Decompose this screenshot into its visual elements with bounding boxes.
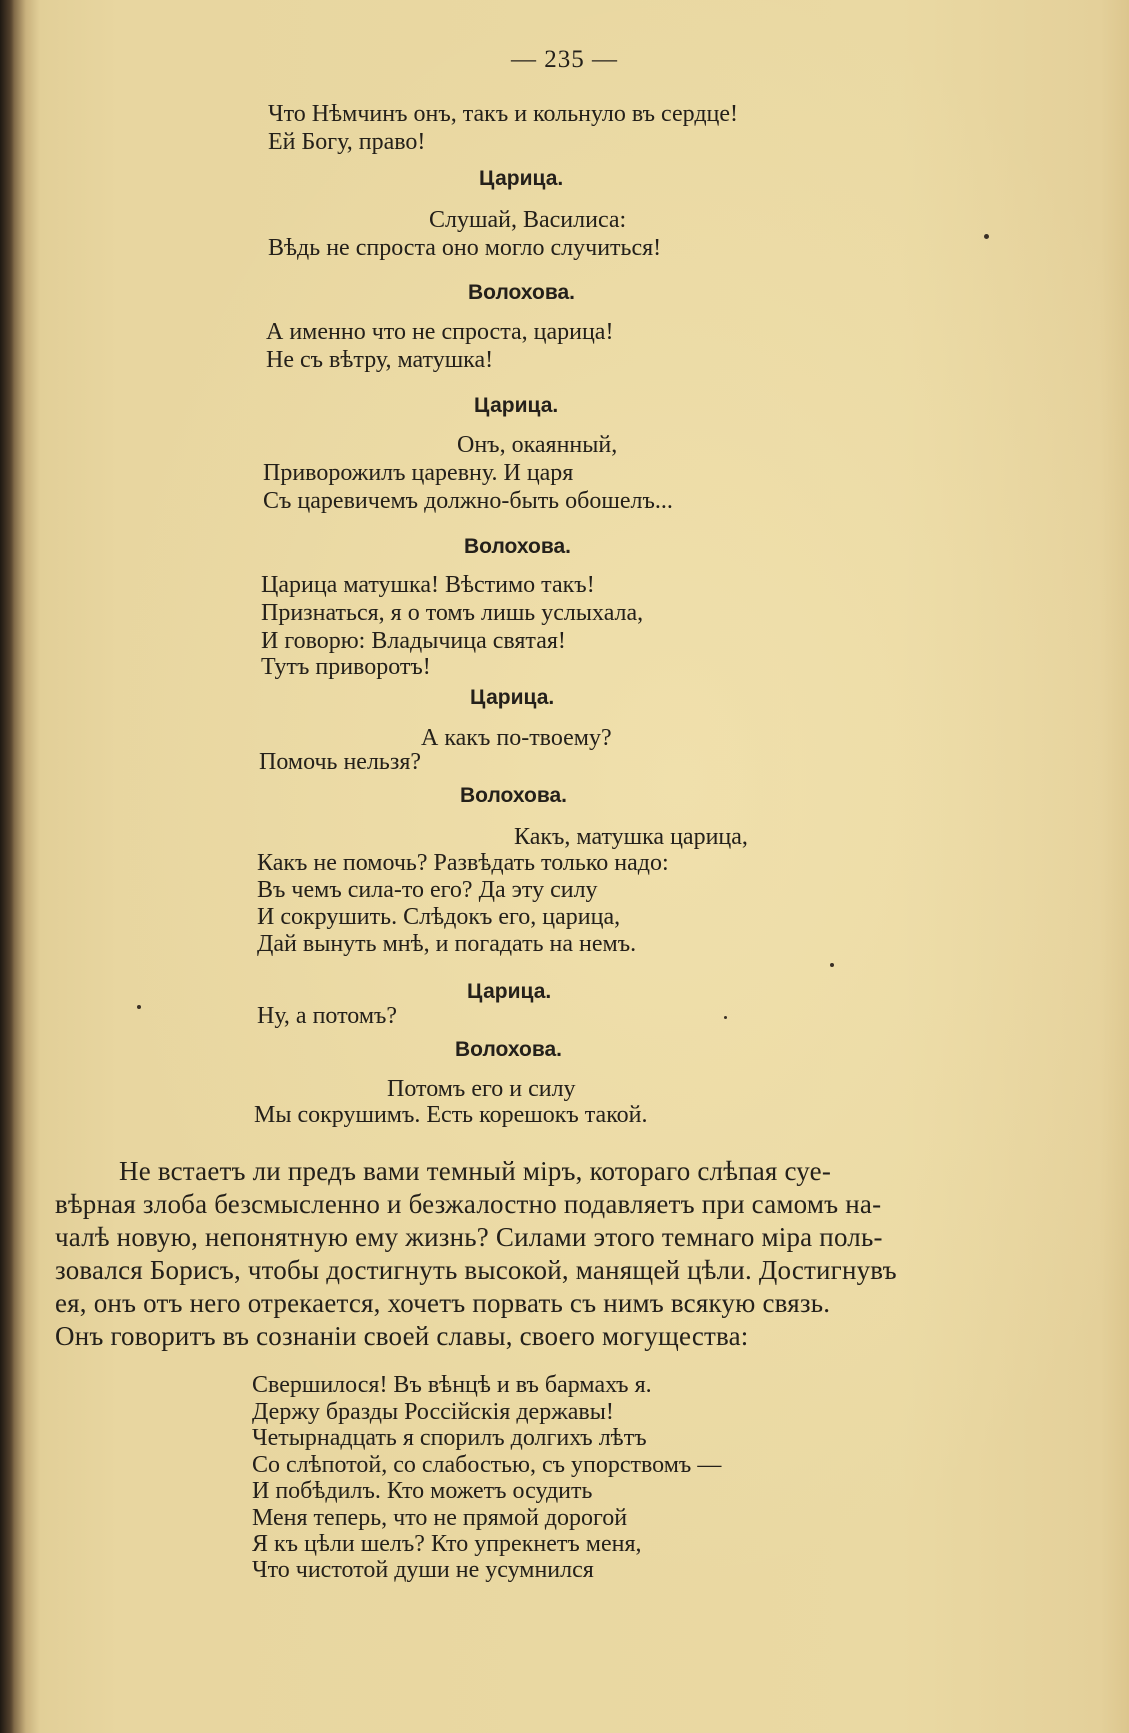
speaker-name: Волохова. xyxy=(455,1038,562,1061)
verse-line: Въ чемъ сила-то его? Да эту силу xyxy=(257,877,598,903)
paragraph-line: вѣрная злоба безсмысленно и безжалостно подавляетъ при самомъ на- xyxy=(55,1189,882,1219)
verse-line: Не съ вѣтру, матушка! xyxy=(266,347,494,373)
paragraph-line: ея, онъ отъ него отрекается, хочетъ порвать съ нимъ всякую связь. xyxy=(55,1288,831,1318)
verse-line: Приворожилъ царевну. И царя xyxy=(263,460,574,486)
quote-line: Со слѣпотой, со слабостью, съ упорствомъ — xyxy=(252,1452,722,1478)
quote-line: Я къ цѣли шелъ? Кто упрекнетъ меня, xyxy=(252,1531,642,1557)
speaker-name: Волохова. xyxy=(468,281,575,304)
ink-speck xyxy=(830,963,834,967)
speaker-name: Волохова. xyxy=(464,535,571,558)
paragraph-line: Онъ говоритъ въ сознаніи своей славы, своего могущества: xyxy=(55,1321,749,1351)
verse-line: А какъ по-твоему? xyxy=(421,725,612,751)
verse-line: Ей Богу, право! xyxy=(268,129,426,155)
verse-line: И сокрушить. Слѣдокъ его, царица, xyxy=(257,904,621,930)
paragraph-line: зовался Борисъ, чтобы достигнуть высокой, манящей цѣли. Достигнувъ xyxy=(55,1255,897,1285)
speaker-name: Царица. xyxy=(479,167,564,190)
verse-line: Какъ, матушка царица, xyxy=(514,824,748,850)
quote-line: Четырнадцать я спорилъ долгихъ лѣтъ xyxy=(252,1425,647,1451)
ink-speck xyxy=(984,234,989,239)
speaker-name: Царица. xyxy=(470,686,555,709)
quote-line: Свершилося! Въ вѣнцѣ и въ бармахъ я. xyxy=(252,1372,652,1398)
quote-line: И побѣдилъ. Кто можетъ осудить xyxy=(252,1478,593,1504)
ink-speck xyxy=(724,1016,727,1019)
verse-line: Царица матушка! Вѣстимо такъ! xyxy=(261,572,595,598)
verse-line: Вѣдь не спроста оно могло случиться! xyxy=(268,235,662,261)
ink-speck xyxy=(137,1005,141,1009)
verse-line: Съ царевичемъ должно-быть обошелъ... xyxy=(263,488,673,514)
quote-line: Держу бразды Россійскія державы! xyxy=(252,1399,614,1425)
speaker-name: Царица. xyxy=(467,980,552,1003)
verse-line: Дай вынуть мнѣ, и погадать на немъ. xyxy=(257,931,637,957)
speaker-name: Царица. xyxy=(474,394,559,417)
verse-line: Мы сокрушимъ. Есть корешокъ такой. xyxy=(254,1102,648,1128)
verse-line: А именно что не спроста, царица! xyxy=(266,319,614,345)
verse-line: Помочь нельзя? xyxy=(259,749,422,775)
paragraph-line: Не встаетъ ли предъ вами темный міръ, котораго слѣпая суе- xyxy=(119,1156,832,1186)
verse-line: Тутъ приворотъ! xyxy=(261,654,431,680)
paragraph-line: чалѣ новую, непонятную ему жизнь? Силами этого темнаго міра поль- xyxy=(55,1222,883,1252)
verse-line: И говорю: Владычица святая! xyxy=(261,628,566,654)
verse-line: Признаться, я о томъ лишь услыхала, xyxy=(261,600,644,626)
binding-edge-shadow xyxy=(0,0,14,1733)
verse-line: Онъ, окаянный, xyxy=(457,432,618,458)
speaker-name: Волохова. xyxy=(460,784,567,807)
verse-line: Потомъ его и силу xyxy=(387,1076,576,1102)
quote-line: Меня теперь, что не прямой дорогой xyxy=(252,1505,628,1531)
verse-line: Ну, а потомъ? xyxy=(257,1003,398,1029)
verse-line: Слушай, Василиса: xyxy=(429,207,627,233)
page-number: — 235 — xyxy=(511,46,618,73)
verse-line: Какъ не помочь? Развѣдать только надо: xyxy=(257,850,669,876)
quote-line: Что чистотой души не усумнился xyxy=(252,1557,594,1583)
verse-line: Что Нѣмчинъ онъ, такъ и кольнуло въ сердце! xyxy=(268,101,739,127)
